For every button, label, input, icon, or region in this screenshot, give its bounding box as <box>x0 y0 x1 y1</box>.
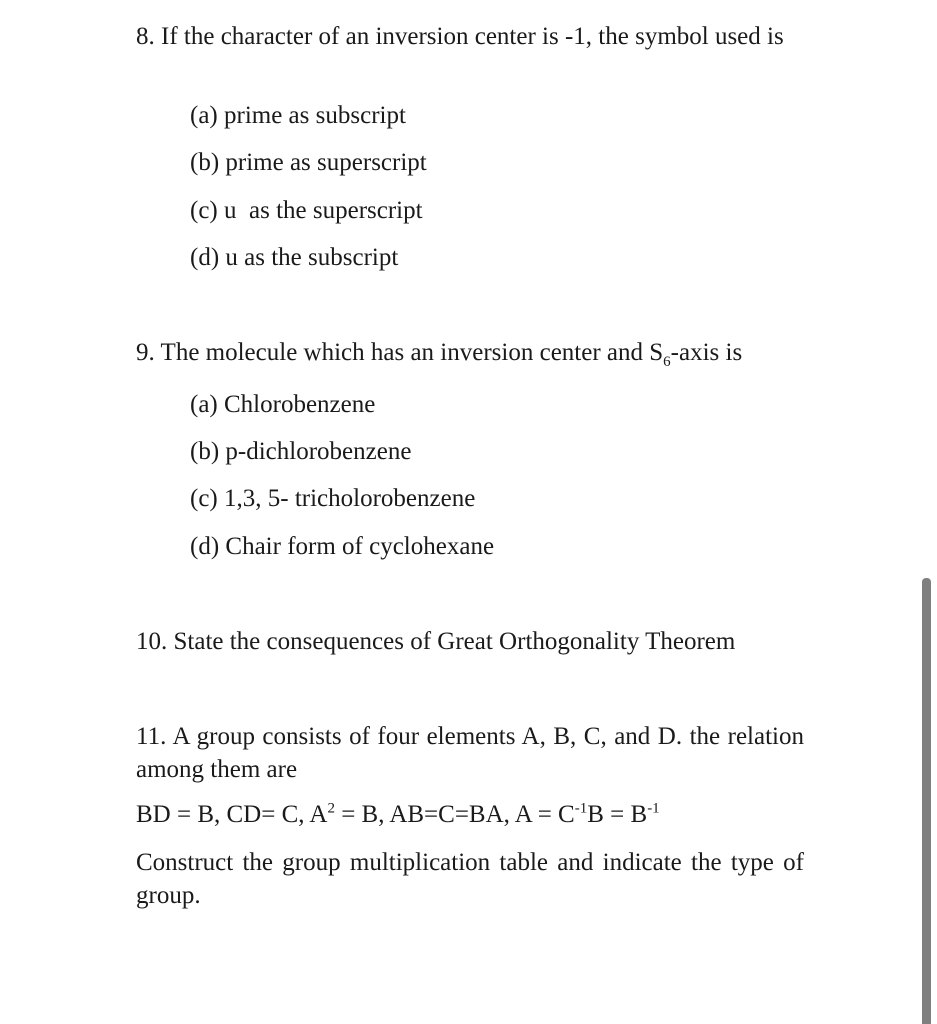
q8-stem: 8. If the character of an inversion center is -1, the symbol used is <box>136 23 784 50</box>
q11-relation <box>136 798 660 831</box>
q8-option-d: (d) u as the subscript <box>190 244 399 271</box>
q11-relation-sup-1: 2 <box>327 800 335 817</box>
q9-option-b: (b) p-dichlorobenzene <box>190 438 412 465</box>
q8-option-a: (a) prime as subscript <box>190 102 406 129</box>
q9-option-a: (a) Chlorobenzene <box>190 391 376 418</box>
q11-relation-part-1: BD = B, CD= C, A <box>136 801 328 828</box>
q9-stem-subscript: 6 <box>663 354 671 370</box>
q9-option-c: (c) 1,3, 5- tricholorobenzene <box>190 485 476 512</box>
q9-option-d: (d) Chair form of cyclohexane <box>190 533 495 560</box>
q11-relation-part-2: = B, AB=C=BA, A = C <box>334 801 575 828</box>
vertical-scrollbar[interactable] <box>922 578 931 1024</box>
q11-stem: 11. A group consists of four elements A, B, C, and D. the relation among them are <box>136 723 804 783</box>
q8-option-b: (b) prime as superscript <box>190 149 427 176</box>
q11-relation-sup-3: -1 <box>647 800 660 817</box>
q8-option-c: (c) u as the superscript <box>190 197 423 224</box>
q10-stem: 10. State the consequences of Great Orthogonality Theorem <box>136 628 736 655</box>
q11-relation-sup-2: -1 <box>574 800 588 817</box>
q11-instruction: Construct the group multiplication table and indicate the type of group. <box>136 849 804 909</box>
q9-stem <box>136 336 742 369</box>
q9-stem-tail: -axis is <box>670 339 743 366</box>
q11-relation-part-3: B = B <box>587 801 648 828</box>
q9-stem-text: 9. The molecule which has an inversion center and S <box>136 339 664 366</box>
